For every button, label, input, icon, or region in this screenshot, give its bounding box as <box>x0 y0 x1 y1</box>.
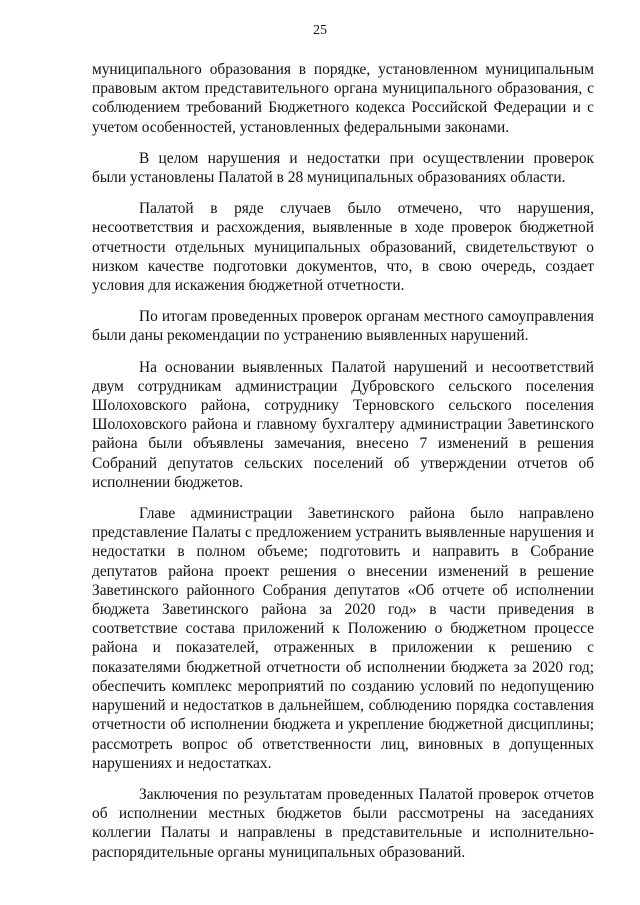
paragraph-recommendations: По итогам проведенных проверок органам местного самоуправления были даны рекомендации по устранению выявленных нарушений. <box>92 308 594 345</box>
paragraph-remarks: На основании выявленных Палатой нарушений и несоответствий двум сотрудникам администрации Дубровского сельского поселения Шолоховского района, сотруднику Терновского сельского поселения Шолоховского района и главному бухгалтеру администрации Заветинского района были объявлены замечания, внесено 7 изменений в решения Собраний депутатов сельских поселений об утверждении отчетов об исполнении бюджетов. <box>92 358 594 491</box>
paragraph-violations-summary: В целом нарушения и недостатки при осуществлении проверок были установлены Палатой в 28 муниципальных образованиях области. <box>92 149 594 187</box>
paragraph-conclusions: Заключения по результатам проведенных Палатой проверок отчетов об исполнении местных бюджетов были рассмотрены на заседаниях коллегии Палаты и направлены в представительные и исполнительно-распорядительные органы муниципальных образований. <box>92 785 594 861</box>
paragraph-representation: Главе администрации Заветинского района было направлено представление Палаты с предложением устранить выявленные нарушения и недостатки в полном объеме; подготовить и направить в Собрание депутатов района проект решения о внесении изменений в решение Заветинского районного Собрания депутатов «Об отчете об исполнении бюджета Заветинского района за 2020 год» в части приведения в соответствие состава приложений к Положению о бюджетном процессе района и показателей, отраженных в приложении к решению с показателями бюджетной отчетности об исполнении бюджета за 2020 год; обеспечить комплекс мероприятий по созданию условий по недопущению нарушений и недостатков в дальнейшем, соблюдению порядка составления отчетности об исполнении бюджета и укрепление бюджетной дисциплины; рассмотреть вопрос об ответственности лиц, виновных в допущенных нарушениях и недостатках. <box>92 505 594 772</box>
document-body <box>92 60 594 874</box>
paragraph-reporting-quality: Палатой в ряде случаев было отмечено, что нарушения, несоответствия и расхождения, выявленные в ходе проверок бюджетной отчетности отдельных муниципальных образований, свидетельствуют о низком качестве подготовки документов, что, в свою очередь, создает условия для искажения бюджетной отчетности. <box>92 200 594 295</box>
page-number: 25 <box>313 23 327 38</box>
paragraph-continuation: муниципального образования в порядке, установленном муниципальным правовым актом представительного органа муниципального образования, с соблюдением требований Бюджетного кодекса Российской Федерации и с учетом особенностей, установленных федеральными законами. <box>92 61 594 136</box>
